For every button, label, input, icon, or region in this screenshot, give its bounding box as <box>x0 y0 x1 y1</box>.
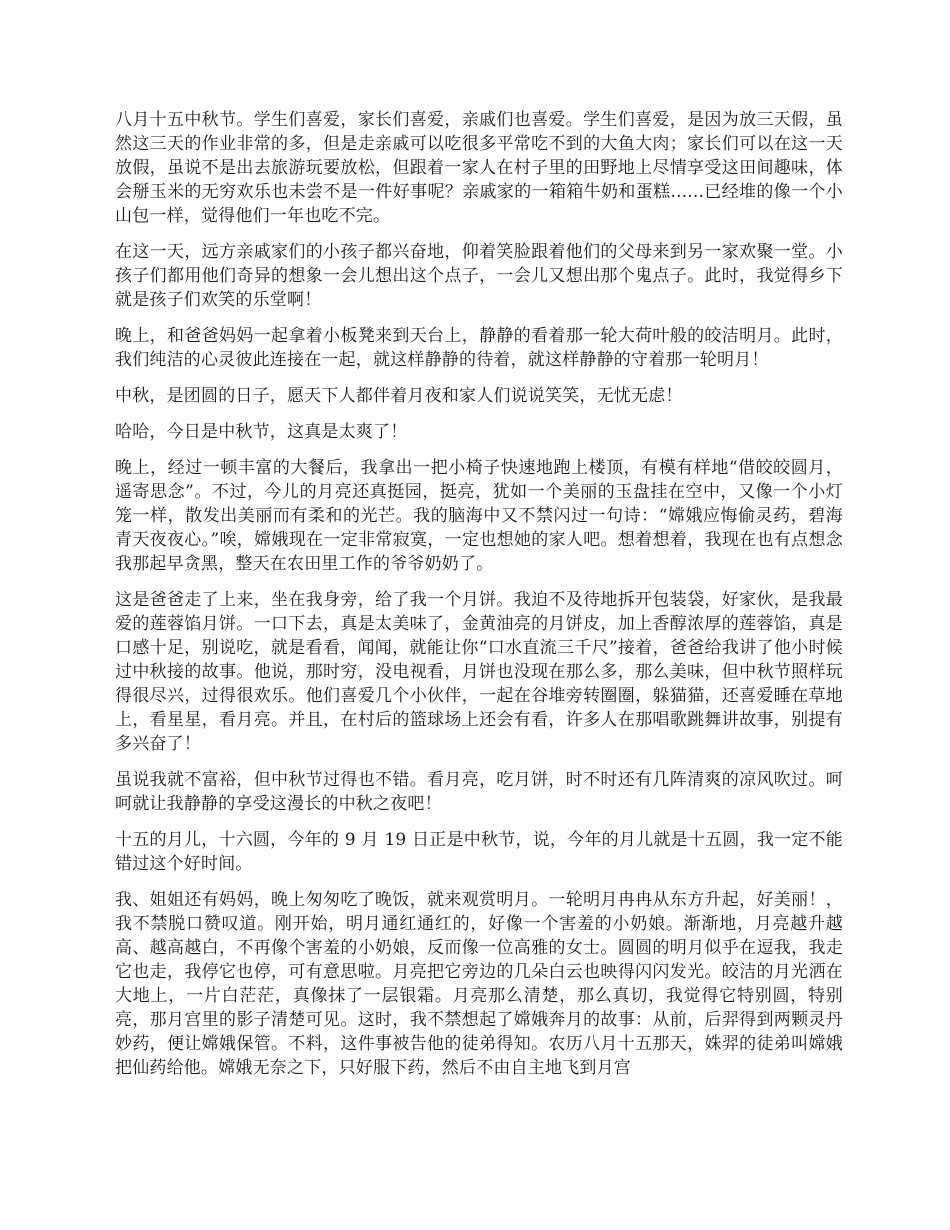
paragraph: 晚上，经过一顿丰富的大餐后，我拿出一把小椅子快速地跑上楼顶，有模有样地“借皎皎圆月，遥寄思念”。不过，今儿的月亮还真挺园，挺亮，犹如一个美丽的玉盘挂在空中，又像一个小灯笼一样，散发出美丽而有柔和的光芒。我的脑海中又不禁闪过一句诗：“嫦娥应悔偷灵药，碧海青天夜夜心。”唉，嫦娥现在一定非常寂寞，一定也想她的家人吧。想着想着，我现在也有点想念我那起早贪黑，整天在农田里工作的爷爷奶奶了。 <box>115 458 843 574</box>
paragraph: 哈哈，今日是中秋节，这真是太爽了！ <box>115 422 408 442</box>
paragraph: 这是爸爸走了上来，坐在我身旁，给了我一个月饼。我迫不及待地拆开包装袋，好家伙，是我最爱的莲蓉馅月饼。一口下去，真是太美味了，金黄油亮的月饼皮，加上香醇浓厚的莲蓉馅，真是口感十足，别说吃，就是看看，闻闻，就能让你“口水直流三千尺”接着，爸爸给我讲了他小时候过中秋接的故事。他说，那时穷，没电视看，月饼也没现在那么多，那么美味，但中秋节照样玩得很尽兴，过得很欢乐。他们喜爱几个小伙伴，一起在谷堆旁转圈圈，躲猫猫，还喜爱睡在草地上，看星星，看月亮。并且，在村后的篮球场上还会有看，许多人在那唱歌跳舞讲故事，别提有多兴奋了！ <box>115 590 843 754</box>
paragraph: 十五的月儿，十六圆，今年的 9 月 19 日正是中秋节，说，今年的月儿就是十五圆，我一定不能错过这个好时间。 <box>115 830 843 874</box>
paragraph: 八月十五中秋节。学生们喜爱，家长们喜爱，亲戚们也喜爱。学生们喜爱，是因为放三天假，虽然这三天的作业非常的多，但是走亲戚可以吃很多平常吃不到的大鱼大肉；家长们可以在这一天放假，虽说不是出去旅游玩要放松，但跟着一家人在村子里的田野地上尽情享受这田间趣味，体会掰玉米的无穷欢乐也未尝不是一件好事呢？亲戚家的一箱箱牛奶和蛋糕......已经堆的像一个小山包一样，觉得他们一年也吃不完。 <box>115 110 843 226</box>
paragraph: 虽说我就不富裕，但中秋节过得也不错。看月亮，吃月饼，时不时还有几阵清爽的凉风吹过。呵呵就让我静静的享受这漫长的中秋之夜吧！ <box>115 770 843 814</box>
paragraph: 我、姐姐还有妈妈，晚上匆匆吃了晚饭，就来观赏明月。一轮明月冉冉从东方升起，好美丽！，我不禁脱口赞叹道。刚开始，明月通红通红的，好像一个害羞的小奶娘。渐渐地，月亮越升越高、越高越白，不再像个害羞的小奶娘，反而像一位高雅的女士。圆圆的明月似乎在逗我，我走它也走，我停它也停，可有意思啦。月亮把它旁边的几朵白云也映得闪闪发光。皎洁的月光洒在大地上，一片白茫茫，真像抹了一层银霜。月亮那么清楚，那么真切，我觉得它特别圆，特别亮，那月宫里的影子清楚可见。这时，我不禁想起了嫦娥奔月的故事：从前，后羿得到两颗灵丹妙药，便让嫦娥保管。不料，这件事被告他的徒弟得知。农历八月十五那天，姝羿的徒弟叫嫦娥把仙药给他。嫦娥无奈之下，只好服下药，然后不由自主地飞到月宫 <box>115 890 843 1078</box>
paragraph: 晚上，和爸爸妈妈一起拿着小板凳来到天台上，静静的看着那一轮大荷叶般的皎洁明月。此时，我们纯洁的心灵彼此连接在一起，就这样静静的待着，就这样静静的守着那一轮明月！ <box>115 326 843 370</box>
document-body <box>115 108 843 1092</box>
paragraph: 在这一天，远方亲戚家们的小孩子都兴奋地，仰着笑脸跟着他们的父母来到另一家欢聚一堂。小孩子们都用他们奇异的想象一会儿想出这个点子，一会儿又想出那个鬼点子。此时，我觉得乡下就是孩子们欢笑的乐堂啊！ <box>115 242 843 310</box>
paragraph: 中秋，是团圆的日子，愿天下人都伴着月夜和家人们说说笑笑，无忧无虑！ <box>115 386 683 406</box>
